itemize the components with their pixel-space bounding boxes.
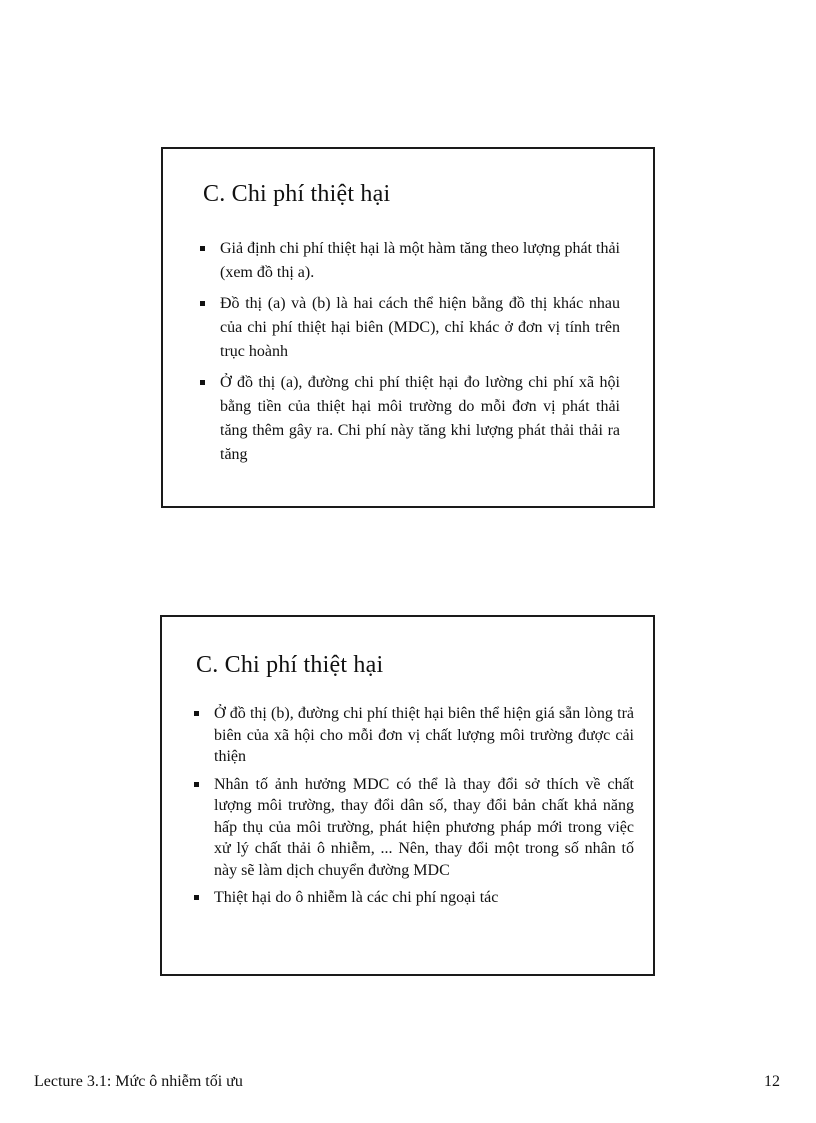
square-bullet-icon (194, 895, 199, 900)
list-item (194, 887, 634, 909)
slide-1 (161, 147, 655, 508)
bullet-text: Đồ thị (a) và (b) là hai cách thể hiện bằng đồ thị khác nhau của chi phí thiệt hại biên (MDC), chỉ khác ở đơn vị tính trên trục hoành (220, 295, 620, 360)
slide-title: C. Chi phí thiệt hại (203, 181, 391, 207)
list-item (200, 292, 620, 364)
bullet-text: Giả định chi phí thiệt hại là một hàm tăng theo lượng phát thải (xem đồ thị a). (220, 240, 620, 281)
square-bullet-icon (194, 782, 199, 787)
slide-title: C. Chi phí thiệt hại (196, 652, 384, 678)
list-item (194, 774, 634, 882)
square-bullet-icon (200, 246, 205, 251)
bullet-text: Nhân tố ảnh hưởng MDC có thể là thay đổi sở thích về chất lượng môi trường, thay đổi dân số, thay đổi bản chất khả năng hấp thụ của môi trường, phát hiện phương pháp mới trong việc xử lý chất thải ô nhiễm, ... Nên, thay đổi một trong số nhân tố này sẽ làm dịch chuyển đường MDC (214, 775, 634, 879)
list-item (194, 703, 634, 768)
square-bullet-icon (194, 711, 199, 716)
slide-2 (160, 615, 655, 976)
bullet-list (194, 703, 634, 915)
bullet-text: Ở đồ thị (a), đường chi phí thiệt hại đo lường chi phí xã hội bằng tiền của thiệt hại môi trường do mỗi đơn vị phát thải tăng thêm gây ra. Chi phí này tăng khi lượng phát thải thải ra tăng (220, 374, 620, 463)
square-bullet-icon (200, 301, 205, 306)
bullet-text: Ở đồ thị (b), đường chi phí thiệt hại biên thể hiện giá sẵn lòng trả biên của xã hội cho mỗi đơn vị chất lượng môi trường được cải thiện (214, 705, 634, 765)
bullet-list (200, 237, 620, 474)
footer-lecture-title: Lecture 3.1: Mức ô nhiễm tối ưu (34, 1073, 243, 1090)
list-item (200, 371, 620, 467)
bullet-text: Thiệt hại do ô nhiễm là các chi phí ngoại tác (214, 889, 499, 906)
page-number: 12 (764, 1073, 780, 1090)
square-bullet-icon (200, 380, 205, 385)
list-item (200, 237, 620, 285)
